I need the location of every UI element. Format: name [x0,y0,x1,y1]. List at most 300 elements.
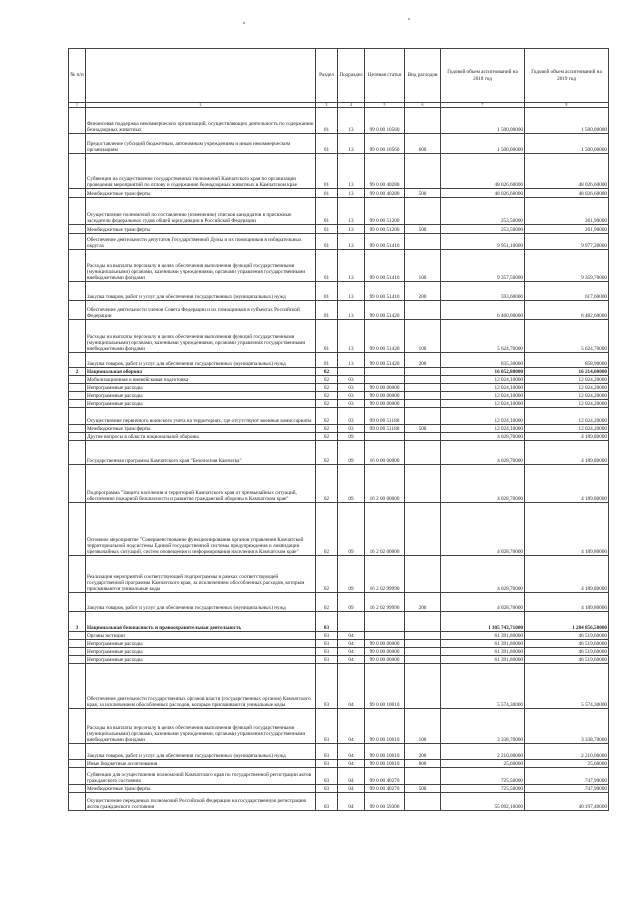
cell-name: Другие вопросы в области национальной обороны [86,433,316,441]
cell-subsection: 03 [338,400,365,408]
cell-num [69,768,86,785]
cell-name: Основное мероприятие "Совершенствование функционирования органов управления Камчатской территориальной подсистемы Единой государственной системы предупреждения и ликвидации чрезвычайных ситуаций, систем оповещения и информирования населения в Камчатском крае" [86,503,316,556]
cell-subsection: 13 [338,189,365,198]
table-row [69,408,609,425]
cell-name: Непрограммные расходы [86,400,316,408]
cell-expense-type [405,656,441,664]
header-num: № п/п [69,49,86,103]
cell-name: Межбюджетные трансферты [86,425,316,433]
cell-subsection [338,368,365,376]
cell-num [69,593,86,612]
cell-amount-2018: 48 026,60000 [441,189,525,198]
cell-name: Закупка товаров, работ и услуг для обеспечения государственных (муниципальных) нужд [86,593,316,612]
table-row [69,503,609,556]
cell-amount-2019: 12 024,20000 [525,392,609,400]
cell-num [69,408,86,425]
cell-name: Непрограммные расходы [86,384,316,392]
cell-section: 03 [316,640,338,648]
table-row [69,648,609,656]
cell-name: Осуществление переданных полномочий Российской Федерации на государственную регистрацию актов гражданского состояния [86,793,316,811]
table-row [69,225,609,234]
cell-amount-2019: 48 026,60000 [525,189,609,198]
cell-section: 03 [316,632,338,640]
cell-num [69,392,86,400]
cell-amount-2019: 46 519,60000 [525,632,609,640]
cell-subsection: 04 [338,793,365,811]
table-row [69,368,609,376]
cell-num [69,664,86,709]
cell-amount-2018: 253,50000 [441,198,525,225]
budget-table [68,48,609,811]
cell-amount-2018: 61 391,80000 [441,640,525,648]
cell-subsection: 04 [338,709,365,744]
cell-amount-2019: 12 024,20000 [525,408,609,425]
cell-name: Подпрограмма "Защита населения и территорий Камчатского края от чрезвычайных ситуаций, обеспечение пожарной безопасности и развитие гражданской обороны в Камчатском крае" [86,465,316,503]
cell-subsection: 13 [338,198,365,225]
cell-expense-type [405,768,441,785]
cell-amount-2019: 858,90000 [525,353,609,368]
column-number: 8 [525,103,609,108]
cell-section: 03 [316,648,338,656]
cell-expense-type [405,392,441,400]
cell-name: Непрограммные расходы [86,640,316,648]
table-row [69,320,609,353]
cell-expense-type [405,154,441,189]
cell-target-item [365,368,405,376]
cell-section: 02 [316,425,338,433]
cell-expense-type [405,384,441,392]
cell-target-item: 99 0 00 00000 [365,400,405,408]
cell-subsection: 13 [338,320,365,353]
cell-amount-2018: 12 024,10000 [441,376,525,384]
cell-amount-2018: 725,50000 [441,785,525,793]
header-target-item: Целевая статья [365,49,405,103]
column-number: 2 [86,103,316,108]
cell-amount-2019: 12 024,20000 [525,425,609,433]
cell-expense-type: 200 [405,744,441,760]
header-subsection: Подраздел [338,49,365,103]
cell-target-item: 99 0 00 51410 [365,250,405,282]
cell-amount-2018: 725,50000 [441,768,525,785]
cell-amount-2018: 12 024,10000 [441,400,525,408]
cell-target-item: 16 2 02 99990 [365,556,405,593]
cell-amount-2019: 1 500,00000 [525,134,609,154]
cell-amount-2019: 4 189,80000 [525,593,609,612]
cell-amount-2019: 747,90000 [525,785,609,793]
cell-amount-2019: 9 359,70000 [525,250,609,282]
cell-target-item: 16 2 00 00000 [365,465,405,503]
cell-num [69,234,86,250]
cell-amount-2018: 4 028,70000 [441,503,525,556]
cell-section: 02 [316,384,338,392]
cell-amount-2018: 9 357,50000 [441,250,525,282]
cell-amount-2018: 253,50000 [441,225,525,234]
cell-name: Предоставление субсидий бюджетным, автономным учреждениям и иным некоммерческим организациям [86,134,316,154]
cell-amount-2019: 6 482,60000 [525,301,609,320]
cell-subsection: 03 [338,425,365,433]
header-2018: Годовой объем ассигнований на 2018 год [441,49,525,103]
cell-expense-type [405,408,441,425]
cell-name: Расходы на выплаты персоналу в целях обеспечения выполнения функций государственными (муниципальными) органами, казенными учреждениями, органами управления государственными внебюджетными фондами [86,709,316,744]
cell-expense-type: 100 [405,250,441,282]
cell-amount-2018: 1 500,00000 [441,134,525,154]
column-number: 4 [338,103,365,108]
cell-subsection: 13 [338,234,365,250]
cell-subsection: 04 [338,656,365,664]
cell-name: Непрограммные расходы [86,392,316,400]
cell-amount-2019: 4 189,80000 [525,433,609,441]
cell-num [69,189,86,198]
scan-speck [243,22,245,24]
cell-num [69,225,86,234]
cell-amount-2019: 4 189,80000 [525,465,609,503]
cell-subsection: 03 [338,408,365,425]
table-row [69,744,609,760]
cell-expense-type [405,793,441,811]
cell-amount-2019: 261,90000 [525,198,609,225]
cell-amount-2019: 4 189,80000 [525,556,609,593]
table-row [69,154,609,189]
cell-amount-2018: 835,30000 [441,353,525,368]
cell-amount-2019: 1 500,00000 [525,108,609,134]
cell-amount-2018: 25,60000 [441,760,525,768]
cell-amount-2018: 2 210,00000 [441,744,525,760]
cell-num [69,198,86,225]
cell-target-item: 99 0 00 40280 [365,154,405,189]
cell-expense-type: 200 [405,282,441,301]
cell-num [69,503,86,556]
cell-name: Межбюджетные трансферты [86,225,316,234]
cell-section: 03 [316,760,338,768]
cell-section: 02 [316,465,338,503]
cell-amount-2018: 5 574,30000 [441,664,525,709]
cell-num [69,760,86,768]
cell-amount-2018: 4 028,70000 [441,465,525,503]
table-row [69,612,609,632]
cell-name: Национальная безопасность и правоохранительная деятельность [86,612,316,632]
cell-target-item: 99 0 00 10010 [365,664,405,709]
cell-section: 03 [316,656,338,664]
cell-expense-type: 500 [405,425,441,433]
cell-amount-2018: 4 028,70000 [441,441,525,465]
cell-name: Обеспечение деятельности государственных органов власти (государственных органов) Камчатского края, за исключением обособленных расходов, которым присваиваются уникальные коды [86,664,316,709]
cell-target-item: 99 0 00 59300 [365,793,405,811]
cell-section: 01 [316,282,338,301]
cell-target-item [365,376,405,384]
cell-subsection: 13 [338,282,365,301]
cell-subsection: 13 [338,134,365,154]
cell-section: 01 [316,301,338,320]
cell-expense-type [405,368,441,376]
cell-expense-type [405,301,441,320]
cell-target-item: 99 0 00 40270 [365,768,405,785]
cell-amount-2019: 4 189,80000 [525,503,609,556]
cell-section: 01 [316,189,338,198]
cell-amount-2019: 25,60000 [525,760,609,768]
cell-section: 03 [316,664,338,709]
cell-expense-type: 200 [405,353,441,368]
cell-name: Закупка товаров, работ и услуг для обеспечения государственных (муниципальных) нужд [86,282,316,301]
cell-num [69,648,86,656]
cell-expense-type [405,648,441,656]
cell-num [69,134,86,154]
cell-num [69,384,86,392]
cell-num [69,632,86,640]
cell-expense-type: 500 [405,785,441,793]
cell-target-item [365,433,405,441]
cell-section: 01 [316,198,338,225]
cell-name: Закупка товаров, работ и услуг для обеспечения государственных (муниципальных) нужд [86,353,316,368]
cell-amount-2018: 4 028,70000 [441,556,525,593]
header-section: Раздел [316,49,338,103]
cell-name: Органы юстиции [86,632,316,640]
cell-target-item: 99 0 00 51200 [365,225,405,234]
cell-amount-2018: 61 391,80000 [441,656,525,664]
cell-target-item: 16 0 00 00000 [365,441,405,465]
cell-target-item: 99 0 00 40270 [365,785,405,793]
cell-amount-2019: 12 024,20000 [525,376,609,384]
cell-amount-2018: 4 028,70000 [441,433,525,441]
cell-target-item: 99 0 00 51180 [365,425,405,433]
cell-section: 02 [316,368,338,376]
cell-num [69,400,86,408]
cell-subsection: 13 [338,154,365,189]
cell-section: 01 [316,234,338,250]
cell-target-item: 99 0 00 51410 [365,234,405,250]
cell-expense-type: 100 [405,709,441,744]
table-row [69,198,609,225]
cell-amount-2019: 2 210,00000 [525,744,609,760]
cell-section: 02 [316,433,338,441]
cell-section: 02 [316,408,338,425]
cell-name: Непрограммные расходы [86,648,316,656]
table-row [69,709,609,744]
cell-amount-2018: 16 052,80000 [441,368,525,376]
cell-num [69,441,86,465]
cell-section: 01 [316,353,338,368]
cell-subsection [338,612,365,632]
cell-num: 3 [69,612,86,632]
cell-expense-type: 100 [405,320,441,353]
cell-expense-type [405,465,441,503]
table-row [69,593,609,612]
cell-amount-2019: 48 026,60000 [525,154,609,189]
cell-amount-2018: 12 024,10000 [441,392,525,400]
cell-target-item: 99 0 00 51420 [365,301,405,320]
cell-amount-2018: 5 624,70000 [441,320,525,353]
cell-target-item: 99 0 00 51180 [365,408,405,425]
table-row [69,301,609,320]
cell-section: 02 [316,376,338,384]
cell-subsection: 09 [338,441,365,465]
cell-amount-2019: 46 519,60000 [525,640,609,648]
cell-subsection: 09 [338,556,365,593]
table-row [69,465,609,503]
cell-section: 03 [316,768,338,785]
cell-expense-type: 200 [405,593,441,612]
cell-name: Осуществление полномочий по составлению (изменению) списков кандидатов в присяжные заседатели федеральных судов общей юрисдикции в Российской Федерации [86,198,316,225]
cell-expense-type [405,441,441,465]
cell-num [69,656,86,664]
cell-section: 02 [316,593,338,612]
table-row [69,189,609,198]
cell-num [69,301,86,320]
cell-target-item: 99 0 00 10560 [365,134,405,154]
cell-name: Субвенции на осуществление государственных полномочий Камчатского края по организации проведения мероприятий по отлову и содержанию безнадзорных животных в Камчатском крае [86,154,316,189]
cell-num [69,353,86,368]
cell-amount-2019: 46 519,60000 [525,648,609,656]
cell-section: 03 [316,793,338,811]
cell-subsection: 03 [338,376,365,384]
cell-amount-2018: 61 391,80000 [441,632,525,640]
cell-subsection: 04 [338,664,365,709]
cell-amount-2018: 3 338,70000 [441,709,525,744]
cell-target-item: 99 0 00 51200 [365,198,405,225]
scan-speck [408,18,410,20]
cell-amount-2018: 48 026,60000 [441,154,525,189]
cell-subsection: 13 [338,353,365,368]
cell-expense-type [405,108,441,134]
table-row [69,282,609,301]
table-row [69,785,609,793]
cell-num [69,433,86,441]
cell-num [69,785,86,793]
table-row [69,768,609,785]
cell-target-item: 99 0 00 00000 [365,656,405,664]
table-row [69,425,609,433]
cell-name: Обеспечение деятельности членов Совета Федерации и их помощников в субъектах Российской Федерации [86,301,316,320]
cell-expense-type [405,234,441,250]
cell-amount-2018: 12 024,10000 [441,384,525,392]
cell-num [69,250,86,282]
cell-num [69,640,86,648]
cell-name: Закупка товаров, работ и услуг для обеспечения государственных (муниципальных) нужд [86,744,316,760]
cell-amount-2019: 5 574,30000 [525,664,609,709]
cell-expense-type [405,612,441,632]
table-row [69,234,609,250]
header-expense-type: Вид расходов [405,49,441,103]
cell-section: 01 [316,225,338,234]
table-row [69,134,609,154]
cell-section: 02 [316,392,338,400]
cell-amount-2018: 12 024,10000 [441,408,525,425]
table-row [69,664,609,709]
cell-subsection: 04 [338,640,365,648]
table-row [69,793,609,811]
cell-section: 01 [316,134,338,154]
cell-expense-type: 600 [405,134,441,154]
cell-expense-type: 500 [405,189,441,198]
cell-expense-type [405,376,441,384]
table-row [69,108,609,134]
cell-name: Реализация мероприятий соответствующей подпрограммы в рамках соответствующей государственной программы Камчатского края, за исключением обособленных расходов, которым присваиваются уникальные коды [86,556,316,593]
table-row [69,353,609,368]
cell-name: Осуществление первичного воинского учета на территориях, где отсутствуют военные комиссариаты [86,408,316,425]
cell-subsection: 09 [338,593,365,612]
cell-name: Мобилизационная и вневойсковая подготовка [86,376,316,384]
cell-target-item: 99 0 00 00000 [365,640,405,648]
cell-section: 02 [316,556,338,593]
cell-target-item [365,632,405,640]
cell-section: 03 [316,709,338,744]
cell-section: 02 [316,441,338,465]
cell-num [69,556,86,593]
column-number: 7 [441,103,525,108]
cell-target-item: 99 0 00 10010 [365,709,405,744]
cell-expense-type: 500 [405,225,441,234]
table-row [69,760,609,768]
column-number: 3 [316,103,338,108]
cell-expense-type [405,198,441,225]
cell-subsection: 04 [338,632,365,640]
table-row [69,640,609,648]
cell-expense-type [405,400,441,408]
column-number: 6 [405,103,441,108]
cell-target-item: 99 0 00 51420 [365,353,405,368]
table-row [69,392,609,400]
cell-subsection: 09 [338,465,365,503]
cell-expense-type [405,640,441,648]
table-row [69,556,609,593]
table-row [69,656,609,664]
cell-amount-2018: 1 305 743,71000 [441,612,525,632]
cell-subsection: 03 [338,384,365,392]
cell-target-item: 16 2 02 00000 [365,503,405,556]
cell-name: Непрограммные расходы [86,656,316,664]
cell-section: 01 [316,320,338,353]
cell-amount-2019: 4 189,80000 [525,441,609,465]
table-row [69,400,609,408]
header-2019: Годовой объем ассигнований на 2019 год [525,49,609,103]
cell-num [69,320,86,353]
cell-section: 02 [316,503,338,556]
cell-section: 02 [316,400,338,408]
cell-subsection: 13 [338,301,365,320]
cell-name: Субвенции для осуществления полномочий Камчатского края по государственной регистрации актов гражданского состояния [86,768,316,785]
cell-amount-2018: 61 391,80000 [441,648,525,656]
cell-expense-type [405,556,441,593]
cell-target-item: 99 0 00 51410 [365,282,405,301]
cell-subsection: 04 [338,760,365,768]
cell-name: Государственная программа Камчатского края "Безопасная Камчатка" [86,441,316,465]
cell-num [69,154,86,189]
cell-subsection: 09 [338,433,365,441]
cell-name: Финансовая поддержка некоммерческих организаций, осуществляющих деятельность по содержанию безнадзорных животных [86,108,316,134]
cell-target-item: 16 2 02 99990 [365,593,405,612]
table-row [69,433,609,441]
cell-amount-2019: 747,90000 [525,768,609,785]
cell-target-item: 99 0 00 10010 [365,744,405,760]
cell-subsection: 04 [338,785,365,793]
cell-section: 03 [316,744,338,760]
cell-amount-2019: 16 214,00000 [525,368,609,376]
cell-section: 03 [316,785,338,793]
cell-subsection: 04 [338,768,365,785]
cell-amount-2019: 261,90000 [525,225,609,234]
cell-name: Обеспечение деятельности депутатов Государственной Думы и их помощников в избирательных округах [86,234,316,250]
cell-amount-2018: 6 460,00000 [441,301,525,320]
cell-target-item [365,612,405,632]
cell-name: Межбюджетные трансферты [86,785,316,793]
cell-amount-2019: 9 977,20000 [525,234,609,250]
cell-num [69,465,86,503]
cell-target-item: 99 0 00 40280 [365,189,405,198]
cell-amount-2019: 46 519,60000 [525,656,609,664]
cell-amount-2018: 1 500,00000 [441,108,525,134]
cell-amount-2019: 1 284 856,58000 [525,612,609,632]
column-number: 5 [365,103,405,108]
cell-subsection: 04 [338,648,365,656]
